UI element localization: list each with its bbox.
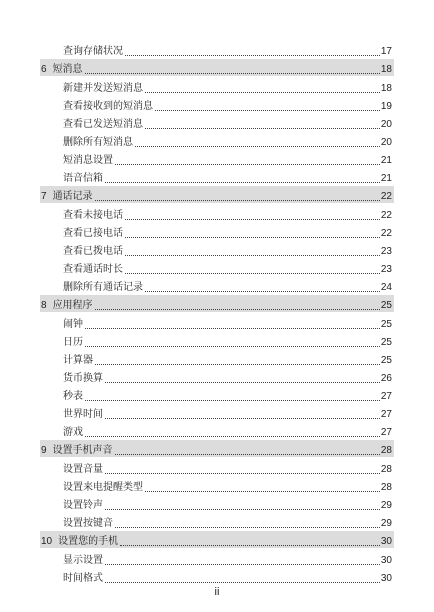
toc-entry-title: 删除所有通话记录 [63, 282, 143, 293]
toc-page-number: 18 [380, 83, 392, 94]
dot-leader [85, 399, 380, 401]
toc-entry-title: 显示设置 [63, 555, 103, 566]
toc-item-row[interactable] [40, 367, 394, 385]
toc-item-row[interactable] [40, 204, 394, 222]
toc-entry-title: 世界时间 [63, 409, 103, 420]
toc-item-row[interactable] [40, 167, 394, 185]
toc-entry-title: 设置手机声音 [52, 445, 113, 456]
toc-page-number: 19 [380, 101, 392, 112]
toc-page-number: 27 [380, 427, 392, 438]
toc-page-number: 25 [380, 355, 392, 366]
dot-leader [95, 363, 380, 365]
toc-chapter-row[interactable] [40, 531, 394, 548]
dot-leader [105, 581, 380, 583]
toc-page-number: 22 [380, 191, 392, 202]
dot-leader [125, 218, 380, 220]
dot-leader [85, 435, 380, 437]
toc-item-row[interactable] [40, 331, 394, 349]
chapter-number: 10 [41, 536, 53, 547]
page-number: ii [214, 586, 220, 598]
toc-entry-title: 设置音量 [63, 464, 103, 475]
toc-item-row[interactable] [40, 95, 394, 113]
toc-item-row[interactable] [40, 349, 394, 367]
toc-page-number: 29 [380, 518, 392, 529]
toc-entry-title: 短消息设置 [63, 155, 113, 166]
toc-entry-title: 短消息 [52, 64, 83, 75]
toc-entry-title: 查看已拨电话 [63, 246, 123, 257]
toc-page-number: 23 [380, 246, 392, 257]
dot-leader [115, 453, 380, 455]
dot-leader [105, 417, 380, 419]
toc-chapter-row[interactable] [40, 59, 394, 76]
dot-leader [105, 381, 380, 383]
toc-page-number: 30 [380, 573, 392, 584]
toc-entry-title: 时间格式 [63, 573, 103, 584]
dot-leader [105, 508, 380, 510]
dot-leader [85, 345, 380, 347]
toc-entry-title: 查看已接电话 [63, 228, 123, 239]
toc-chapter-row[interactable] [40, 186, 394, 203]
dot-leader [145, 490, 380, 492]
toc-item-row[interactable] [40, 549, 394, 567]
toc-item-row[interactable] [40, 258, 394, 276]
toc-item-row[interactable] [40, 567, 394, 585]
toc-entry-title: 设置来电提醒类型 [63, 482, 143, 493]
dot-leader [125, 54, 380, 56]
toc-page-number: 25 [380, 337, 392, 348]
toc-page-number: 20 [380, 137, 392, 148]
toc-item-row[interactable] [40, 222, 394, 240]
dot-leader [155, 109, 380, 111]
toc-page-number: 30 [380, 555, 392, 566]
toc-item-row[interactable] [40, 403, 394, 421]
toc-page-number: 28 [380, 445, 392, 456]
toc-entry-title: 语音信箱 [63, 173, 103, 184]
dot-leader [120, 544, 380, 546]
toc-page-number: 29 [380, 500, 392, 511]
dot-leader [125, 236, 380, 238]
dot-leader [95, 199, 380, 201]
toc-page-number: 21 [380, 155, 392, 166]
toc-chapter-row[interactable] [40, 295, 394, 312]
toc-chapter-row[interactable] [40, 440, 394, 457]
toc-item-row[interactable] [40, 421, 394, 439]
dot-leader [105, 563, 380, 565]
dot-leader [125, 254, 380, 256]
toc-page-number: 21 [380, 173, 392, 184]
toc-item-row[interactable] [40, 476, 394, 494]
toc-item-row[interactable] [40, 458, 394, 476]
toc-entry-title: 货币换算 [63, 373, 103, 384]
toc-page-number: 20 [380, 119, 392, 130]
toc-item-row[interactable] [40, 494, 394, 512]
toc-page-number: 24 [380, 282, 392, 293]
chapter-number: 6 [41, 64, 47, 75]
toc-item-row[interactable] [40, 77, 394, 95]
toc-page-number: 28 [380, 464, 392, 475]
toc-item-row[interactable] [40, 240, 394, 258]
toc-entry-title: 新建并发送短消息 [63, 83, 143, 94]
toc-entry-title: 查询存储状况 [63, 46, 123, 57]
dot-leader [145, 127, 380, 129]
toc-entry-title: 日历 [63, 337, 83, 348]
toc-page-number: 26 [380, 373, 392, 384]
toc-page-number: 17 [380, 46, 392, 57]
dot-leader [105, 472, 380, 474]
toc-entry-title: 查看已发送短消息 [63, 119, 143, 130]
toc-page-number: 18 [380, 64, 392, 75]
dot-leader [95, 308, 380, 310]
toc-entry-title: 通话记录 [52, 191, 93, 202]
toc-item-row[interactable] [40, 512, 394, 530]
toc-item-row[interactable] [40, 385, 394, 403]
toc-page-number: 30 [380, 536, 392, 547]
toc-entry-title: 查看通话时长 [63, 264, 123, 275]
chapter-number: 9 [41, 445, 47, 456]
toc-entry-title: 查看接收到的短消息 [63, 101, 153, 112]
toc-item-row[interactable] [40, 113, 394, 131]
toc-entry-title: 游戏 [63, 427, 83, 438]
toc-item-row[interactable] [40, 40, 394, 58]
toc-page-number: 23 [380, 264, 392, 275]
toc-entry-title: 查看未接电话 [63, 210, 123, 221]
toc-page-number: 27 [380, 409, 392, 420]
toc-entry-title: 设置按键音 [63, 518, 113, 529]
chapter-number: 8 [41, 300, 47, 311]
toc-entry-title: 应用程序 [52, 300, 93, 311]
table-of-contents [40, 40, 394, 585]
toc-page-number: 25 [380, 300, 392, 311]
toc-item-row[interactable] [40, 131, 394, 149]
toc-page-number: 28 [380, 482, 392, 493]
dot-leader [115, 163, 380, 165]
toc-page-number: 22 [380, 210, 392, 221]
chapter-number: 7 [41, 191, 47, 202]
dot-leader [85, 327, 380, 329]
toc-entry-title: 秒表 [63, 391, 83, 402]
dot-leader [125, 272, 380, 274]
toc-item-row[interactable] [40, 149, 394, 167]
toc-page-number: 25 [380, 319, 392, 330]
dot-leader [145, 290, 380, 292]
toc-entry-title: 设置铃声 [63, 500, 103, 511]
dot-leader [85, 72, 380, 74]
toc-page-number: 27 [380, 391, 392, 402]
toc-page-number: 22 [380, 228, 392, 239]
dot-leader [135, 145, 380, 147]
dot-leader [145, 91, 380, 93]
toc-entry-title: 设置您的手机 [58, 536, 119, 547]
toc-item-row[interactable] [40, 276, 394, 294]
dot-leader [115, 526, 380, 528]
toc-entry-title: 删除所有短消息 [63, 137, 133, 148]
dot-leader [105, 181, 380, 183]
toc-entry-title: 闹钟 [63, 319, 83, 330]
toc-entry-title: 计算器 [63, 355, 93, 366]
toc-item-row[interactable] [40, 313, 394, 331]
